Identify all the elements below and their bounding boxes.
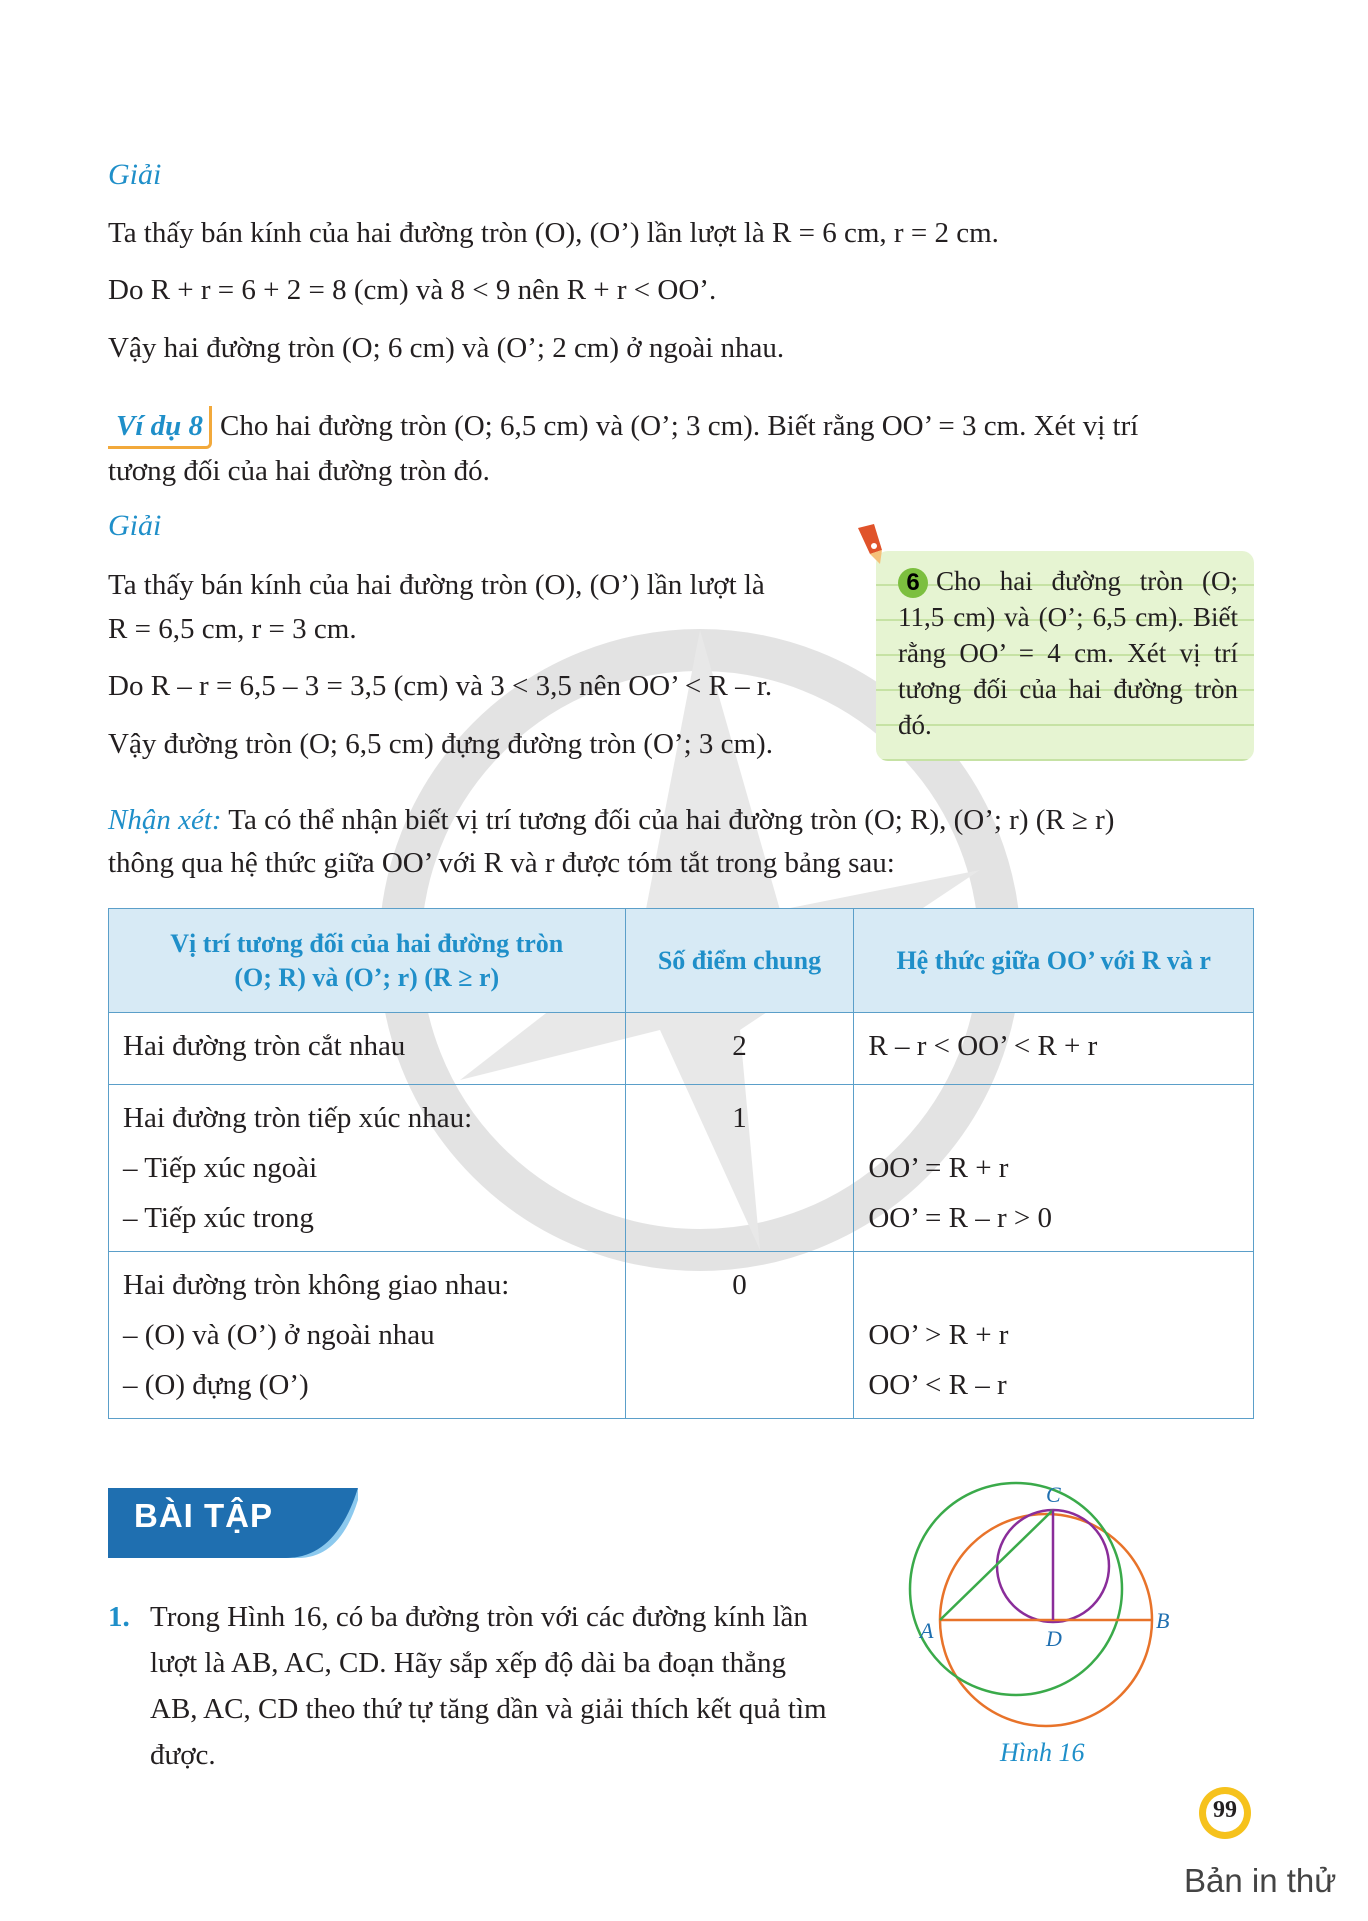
point-label-a: A	[920, 1618, 934, 1643]
solution-heading: Giải	[108, 509, 162, 542]
table-cell: Hai đường tròn tiếp xúc nhau: – Tiếp xúc ngoài – Tiếp xúc trong	[109, 1085, 626, 1252]
summary-table	[108, 908, 1254, 1419]
table-cell: Hai đường tròn cắt nhau	[109, 1013, 626, 1085]
solution-line: Vậy đường tròn (O; 6,5 cm) đựng đường tròn (O’; 3 cm).	[108, 728, 773, 760]
practice-number: 6	[898, 568, 928, 598]
point-label-d: D	[1046, 1626, 1062, 1651]
solution-line: Ta thấy bán kính của hai đường tròn (O), (O’) lần lượt là R = 6 cm, r = 2 cm.	[108, 217, 999, 249]
practice-box	[876, 551, 1254, 761]
circle-diameter-ac	[910, 1483, 1122, 1695]
draft-label: Bản in thử	[1184, 1862, 1337, 1899]
solution-line: Do R – r = 6,5 – 3 = 3,5 (cm) và 3 < 3,5 nên OO’ < R – r.	[108, 670, 773, 702]
table-cell: Hai đường tròn không giao nhau: – (O) và (O’) ở ngoài nhau – (O) đựng (O’)	[109, 1252, 626, 1419]
table-header: Số điểm chung	[625, 909, 854, 1013]
figure-16-circles	[900, 1470, 1200, 1780]
table-cell: 2	[625, 1013, 854, 1085]
table-cell: OO’ > R + r OO’ < R – r	[854, 1252, 1254, 1419]
remark-line	[108, 800, 1114, 840]
table-row	[109, 1252, 1254, 1419]
solution-line: Do R + r = 6 + 2 = 8 (cm) và 8 < 9 nên R + r < OO’.	[108, 274, 717, 306]
table-header: Hệ thức giữa OO’ với R và r	[854, 909, 1254, 1013]
remark-label: Nhận xét:	[108, 804, 222, 836]
remark-text: Ta có thể nhận biết vị trí tương đối của hai đường tròn (O; R), (O’; r) (R ≥ r)	[228, 804, 1115, 836]
solution-line: R = 6,5 cm, r = 3 cm.	[108, 613, 357, 645]
table-cell: 0	[625, 1252, 854, 1419]
practice-text: Cho hai đường tròn (O; 11,5 cm) và (O’; 6,5 cm). Biết rằng OO’ = 4 cm. Xét vị trí tương đối của hai đường tròn đó.	[898, 566, 1238, 740]
point-label-b: B	[1156, 1608, 1170, 1633]
table-header-row	[109, 909, 1254, 1013]
point-label-c: C	[1046, 1482, 1061, 1507]
figure-caption: Hình 16	[1000, 1738, 1085, 1767]
exercises-title: BÀI TẬP	[134, 1497, 273, 1534]
solution-heading: Giải	[108, 158, 162, 191]
table-cell: 1	[625, 1085, 854, 1252]
table-cell: OO’ = R + r OO’ = R – r > 0	[854, 1085, 1254, 1252]
remark-line: thông qua hệ thức giữa OO’ với R và r được tóm tắt trong bảng sau:	[108, 847, 895, 879]
table-row	[109, 1085, 1254, 1252]
table-header: Vị trí tương đối của hai đường tròn (O; R) và (O’; r) (R ≥ r)	[109, 909, 626, 1013]
table-cell: R – r < OO’ < R + r	[854, 1013, 1254, 1085]
exercise-number: 1.	[108, 1601, 130, 1633]
example-tag: Ví dụ 8	[108, 406, 212, 449]
pencil-icon	[852, 524, 896, 584]
exercise-1	[108, 1594, 828, 1778]
page-number: 99	[1213, 1797, 1237, 1823]
example-8	[108, 406, 1138, 449]
example-text: Cho hai đường tròn (O; 6,5 cm) và (O’; 3 cm). Biết rằng OO’ = 3 cm. Xét vị trí	[220, 410, 1139, 442]
solution-line: Vậy hai đường tròn (O; 6 cm) và (O’; 2 cm) ở ngoài nhau.	[108, 332, 785, 364]
example-text: tương đối của hai đường tròn đó.	[108, 455, 490, 487]
table-row	[109, 1013, 1254, 1085]
exercise-text: Trong Hình 16, có ba đường tròn với các đường kính lần lượt là AB, AC, CD. Hãy sắp xếp độ dài ba đoạn thẳng AB, AC, CD theo thứ tự tăng dần và giải thích kết quả tìm được.	[150, 1601, 827, 1771]
solution-line: Ta thấy bán kính của hai đường tròn (O), (O’) lần lượt là	[108, 569, 765, 601]
